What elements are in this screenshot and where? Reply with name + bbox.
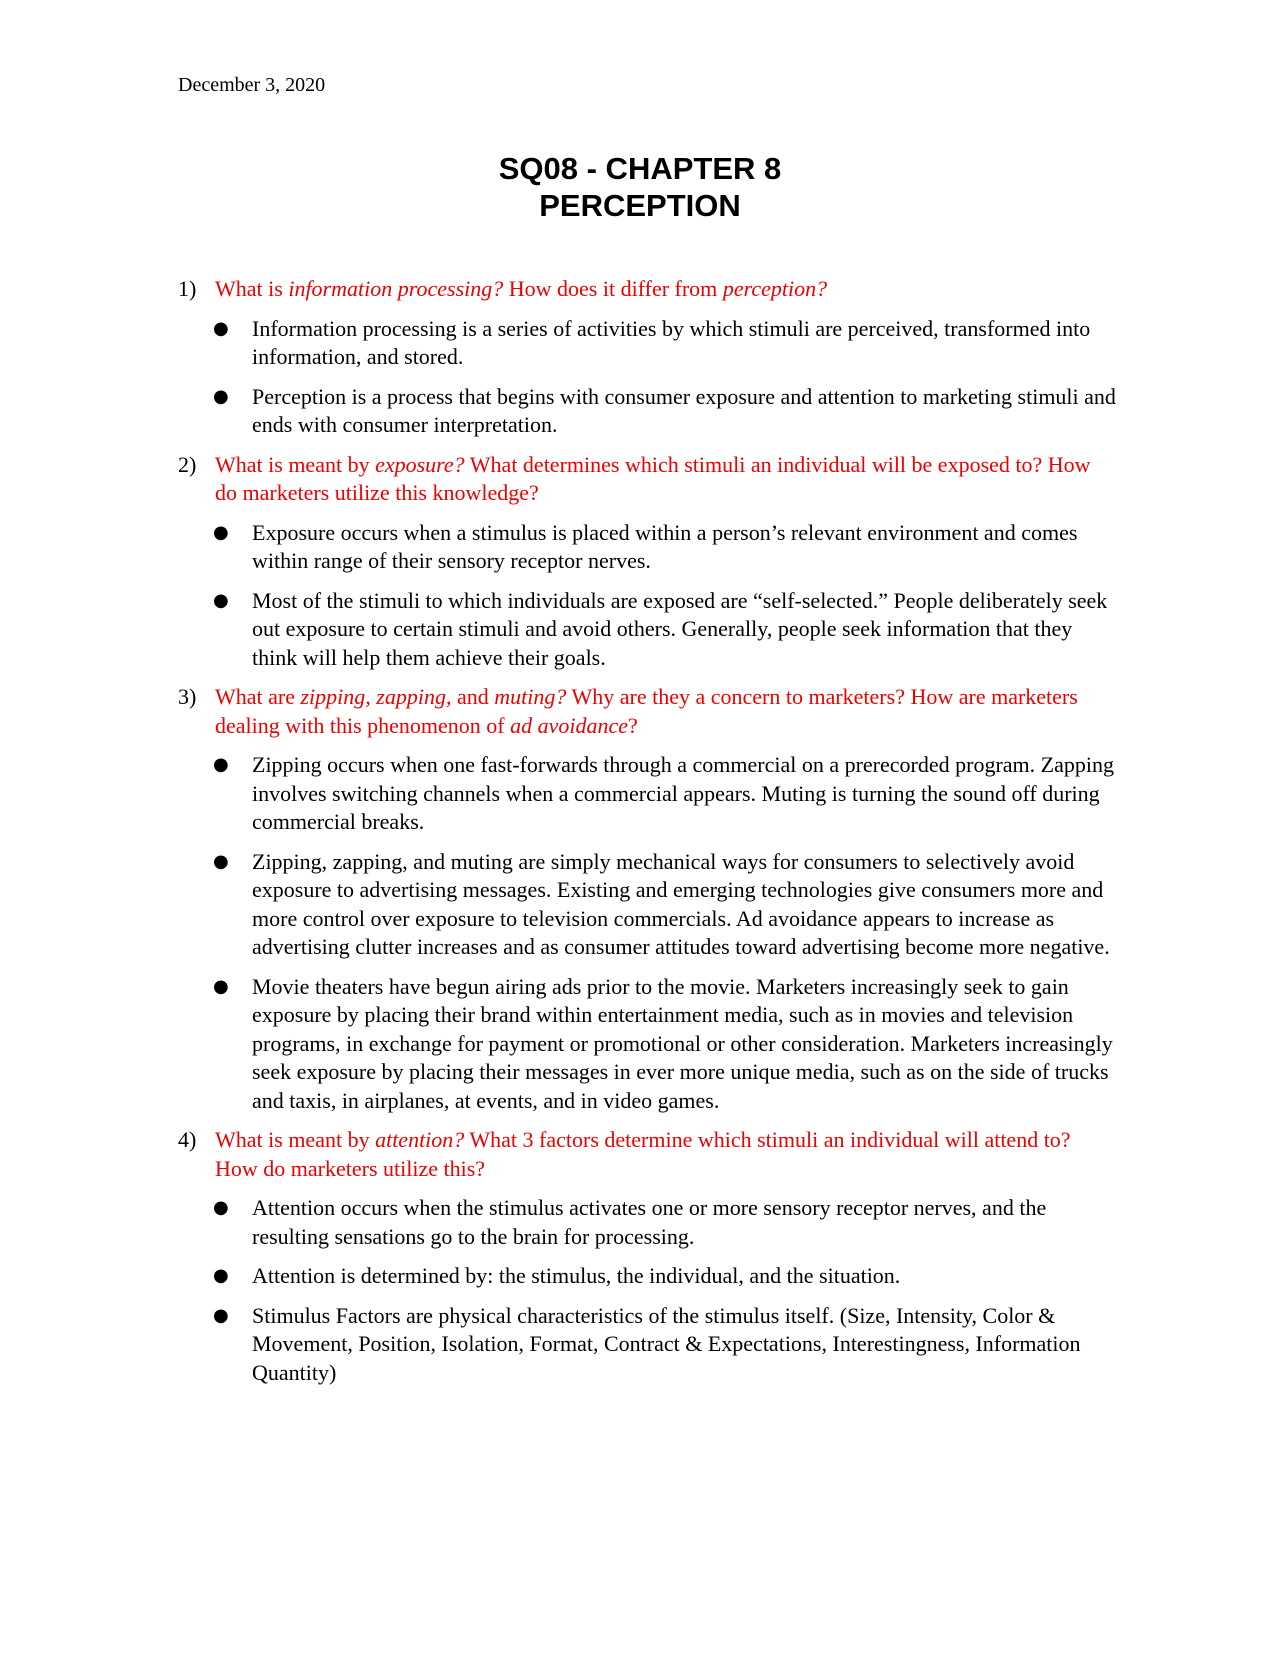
bullet-icon: ●	[213, 589, 229, 611]
answer-text: Perception is a process that begins with consumer exposure and attention to marketing stimuli and ends with consumer interpretation.	[252, 383, 1116, 437]
question-3	[178, 683, 1118, 740]
question-2	[178, 451, 1118, 508]
question-list	[178, 275, 1118, 1398]
document-date: December 3, 2020	[178, 74, 326, 96]
question-1	[178, 275, 1118, 304]
answer-bullet	[178, 751, 1118, 837]
answer-bullet	[178, 1194, 1118, 1251]
question-number: 3)	[178, 684, 197, 709]
answer-bullet	[178, 973, 1118, 1116]
question-4	[178, 1126, 1118, 1183]
question-text-part: ad avoidance	[510, 712, 629, 738]
question-text-part: exposure?	[375, 451, 465, 477]
bullet-icon: ●	[213, 850, 229, 872]
question-text-part: attention?	[375, 1127, 465, 1152]
answer-text: Movie theaters have begun airing ads prior to the movie. Marketers increasingly seek to gain exposure by placing their brand within entertainment media, such as in movies and television programs, in exchange for payment or promotional or other consideration. Marketers increasingly seek exposure by placing their messages in ever more unique media, such as on the side of trucks and taxis, in airplanes, at events, and in video games.	[252, 973, 1113, 1113]
answer-text: Stimulus Factors are physical characteristics of the stimulus itself. (Size, Intensity, Color & Movement, Position, Isolation, Format, Contract & Expectations, Interestingness, Information Quantity)	[252, 1302, 1081, 1385]
question-text-part: perception?	[722, 276, 828, 301]
answer-bullet	[178, 848, 1118, 962]
answer-bullet	[178, 315, 1118, 372]
bullet-icon: ●	[213, 1304, 229, 1326]
question-text-part: Why are they a concern to marketers? How are marketers dealing with this phenomenon of	[215, 684, 1078, 738]
bullet-icon: ●	[213, 317, 229, 339]
bullet-icon: ●	[213, 521, 229, 543]
bullet-icon: ●	[213, 385, 229, 407]
answer-text: Most of the stimuli to which individuals are exposed are “self-selected.” People deliberately seek out exposure to certain stimuli and avoid others. Generally, people seek information that they think will help them achieve their goals.	[252, 587, 1108, 670]
question-text-part: muting?	[494, 684, 567, 709]
question-number: 4)	[178, 1127, 197, 1152]
question-text-part: What is meant by	[215, 1127, 376, 1152]
question-number: 1)	[178, 276, 197, 301]
answer-bullet	[178, 1302, 1118, 1388]
question-text-part: What are	[215, 684, 301, 709]
page-title: SQ08 - CHAPTER 8	[498, 151, 782, 186]
question-text-part: zipping, zapping,	[300, 684, 452, 709]
answer-bullet	[178, 587, 1118, 673]
bullet-icon: ●	[213, 975, 229, 997]
answer-text: Zipping, zapping, and muting are simply mechanical ways for consumers to selectively avoid exposure to advertising messages. Existing and emerging technologies give consumers more and more control over exposure to television commercials. Ad avoidance appears to increase as advertising clutter increases and as consumer attitudes toward advertising become more negative.	[252, 848, 1110, 959]
bullet-icon: ●	[213, 754, 229, 775]
answer-bullet	[178, 383, 1118, 440]
bullet-icon: ●	[213, 1265, 229, 1286]
question-text-part: What determines which stimuli an individual will be exposed to? How do marketers utilize this knowledge?	[215, 451, 1091, 505]
page-subtitle: PERCEPTION	[539, 188, 741, 223]
answer-bullet	[178, 1262, 1118, 1291]
answer-text: Exposure occurs when a stimulus is placed within a person’s relevant environment and comes within range of their sensory receptor nerves.	[252, 519, 1078, 573]
answer-text: Attention is determined by: the stimulus, the individual, and the situation.	[252, 1263, 901, 1288]
answer-bullet	[178, 519, 1118, 576]
question-text-part: What 3 factors determine which stimuli an individual will attend to? How do marketers utilize this?	[215, 1127, 1071, 1181]
question-number: 2)	[178, 451, 197, 477]
question-text-part: and	[451, 684, 495, 709]
answer-text: Zipping occurs when one fast-forwards through a commercial on a prerecorded program. Zapping involves switching channels when a commercial appears. Muting is turning the sound off during commercial breaks.	[252, 752, 1114, 834]
bullet-icon: ●	[213, 1197, 229, 1218]
question-text-part: How does it differ from	[503, 276, 723, 301]
question-text-part: ?	[628, 712, 638, 738]
question-text-part: information processing?	[288, 276, 504, 301]
answer-text: Attention occurs when the stimulus activates one or more sensory receptor nerves, and the resulting sensations go to the brain for processing.	[252, 1195, 1047, 1249]
question-text-part: What is	[215, 276, 289, 301]
answer-text: Information processing is a series of activities by which stimuli are perceived, transformed into information, and stored.	[252, 315, 1091, 369]
question-text-part: What is meant by	[215, 451, 376, 477]
